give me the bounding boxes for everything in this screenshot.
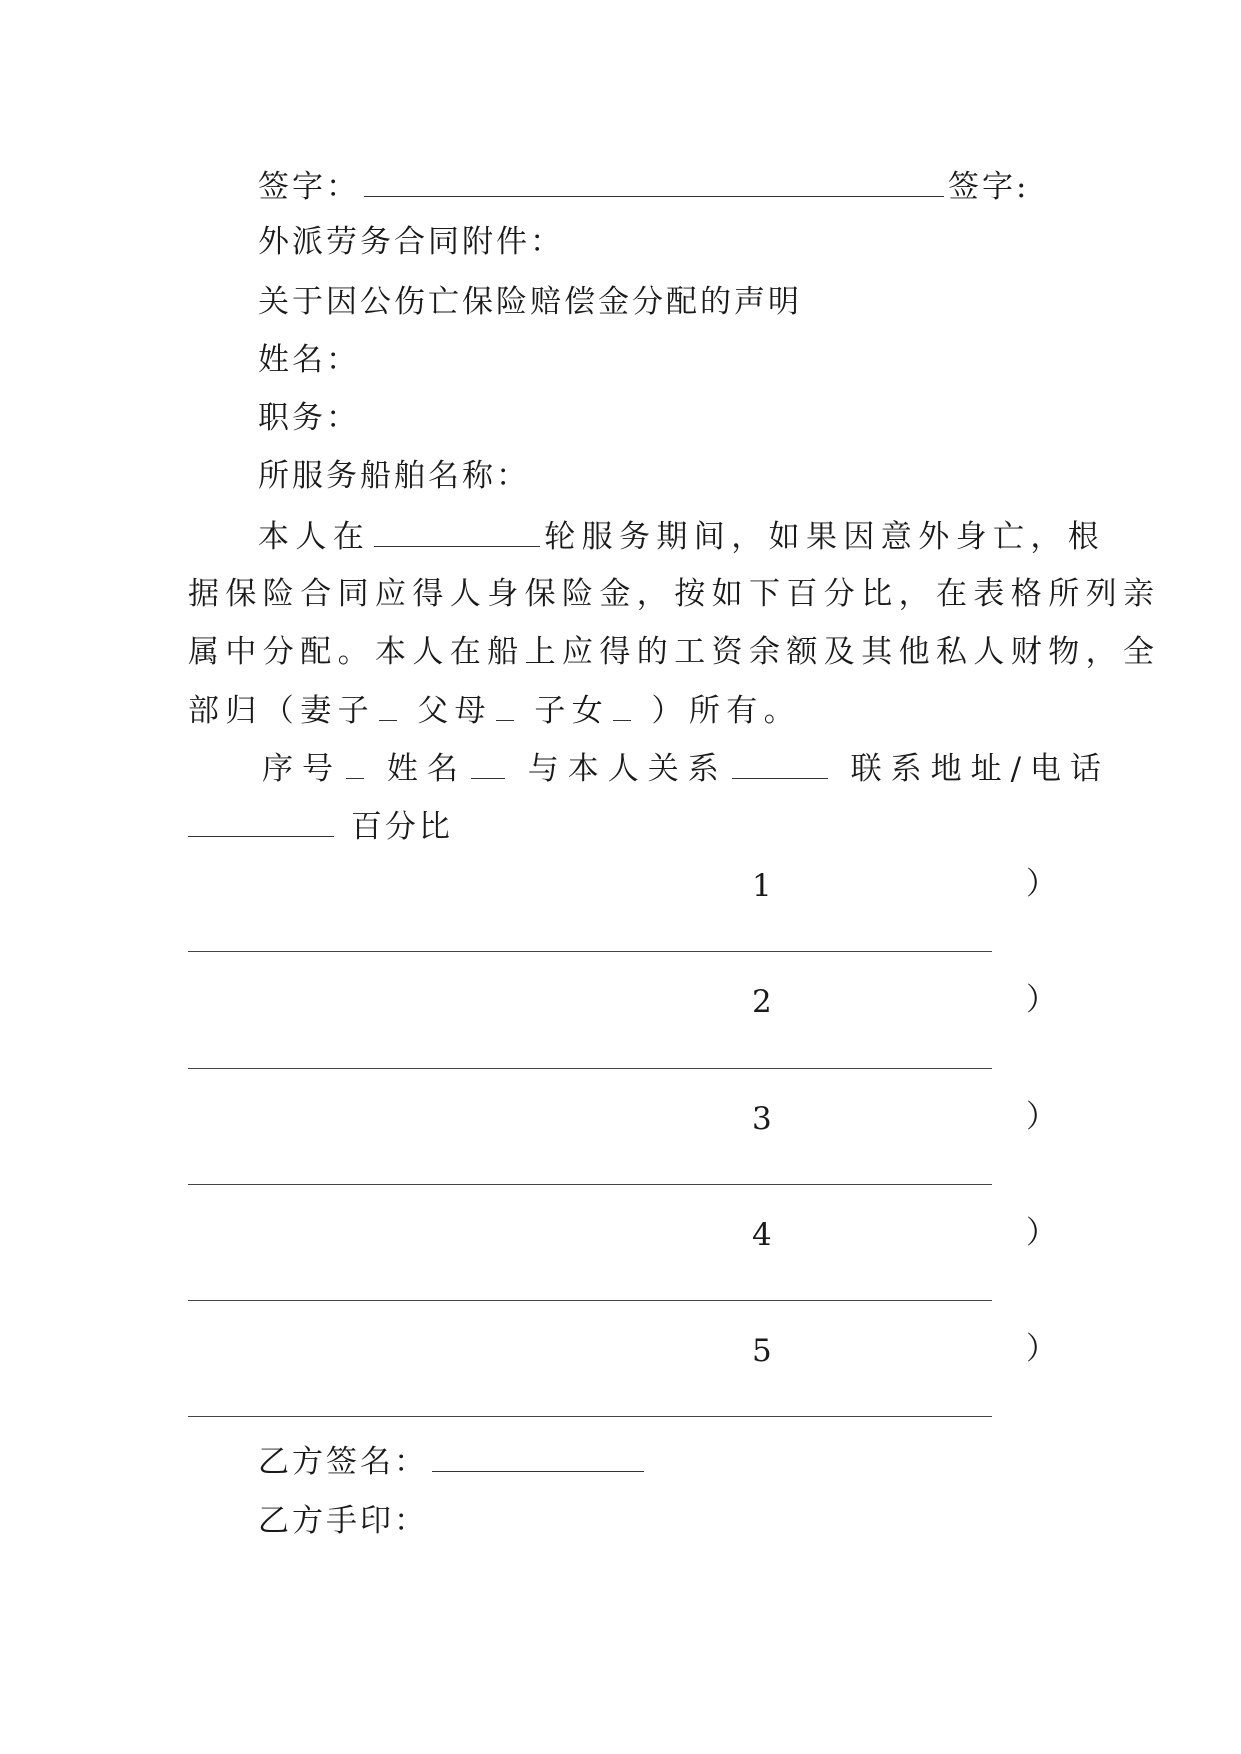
row-line[interactable] xyxy=(188,1416,992,1417)
row-close-paren: ） xyxy=(1026,1215,1057,1251)
row-close-paren: ） xyxy=(1026,982,1057,1018)
table-header-line-1 xyxy=(262,748,1110,789)
row-line[interactable] xyxy=(188,1184,992,1185)
paragraph-line-1 xyxy=(258,516,1105,557)
signature-row xyxy=(258,166,1029,207)
header-contact: 联系地址/电话 xyxy=(850,751,1111,787)
ship-blank[interactable] xyxy=(374,516,540,547)
header-name: 姓名 xyxy=(386,751,467,787)
paragraph-line-3: 属中分配。本人在船上应得的工资余额及其他私人财物，全 xyxy=(188,634,1161,670)
header-name-blank xyxy=(471,748,505,779)
declaration-title: 关于因公伤亡保险赔偿金分配的声明 xyxy=(258,284,802,320)
spouse-blank[interactable] xyxy=(379,690,397,721)
paragraph-text: 本人在 xyxy=(258,519,371,555)
header-relation: 与本人关系 xyxy=(527,751,728,787)
ship-name-field-label: 所服务船舶名称： xyxy=(258,458,530,494)
children-blank[interactable] xyxy=(613,690,631,721)
row-number: 3 xyxy=(752,1101,772,1137)
table-header-line-2 xyxy=(188,806,453,847)
signature-blank[interactable] xyxy=(364,166,944,197)
row-close-paren: ） xyxy=(1026,866,1057,902)
signature-left-label: 签字： xyxy=(258,169,360,205)
header-relation-blank xyxy=(732,748,828,779)
header-seq: 序号 xyxy=(262,751,342,787)
row-close-paren: ） xyxy=(1026,1331,1057,1367)
party-b-signature-blank[interactable] xyxy=(432,1441,644,1472)
position-field-label: 职务： xyxy=(258,400,360,436)
signature-right-label: 签字: xyxy=(948,169,1030,205)
row-number: 1 xyxy=(752,868,772,904)
header-seq-blank xyxy=(346,748,364,779)
paragraph-line-2: 据保险合同应得人身保险金，按如下百分比，在表格所列亲 xyxy=(188,576,1161,612)
party-b-fingerprint-label: 乙方手印： xyxy=(258,1503,428,1539)
paragraph-text: 子女 xyxy=(534,693,610,729)
paragraph-text: 父母 xyxy=(417,693,493,729)
paragraph-line-4 xyxy=(188,690,801,731)
paragraph-text: 部归（妻子 xyxy=(188,693,375,729)
row-line[interactable] xyxy=(188,951,992,952)
name-field-label: 姓名： xyxy=(258,342,360,378)
annex-title: 外派劳务合同附件： xyxy=(258,224,564,260)
paragraph-text: 轮服务期间，如果因意外身亡，根 xyxy=(544,519,1106,555)
header-percent: 百分比 xyxy=(350,809,453,845)
header-contact-blank xyxy=(188,806,334,837)
row-line[interactable] xyxy=(188,1300,992,1301)
row-close-paren: ） xyxy=(1026,1099,1057,1135)
party-b-signature-row xyxy=(258,1441,648,1482)
party-b-signature-label: 乙方签名： xyxy=(258,1444,428,1480)
row-number: 5 xyxy=(752,1333,772,1369)
row-line[interactable] xyxy=(188,1068,992,1069)
parents-blank[interactable] xyxy=(496,690,514,721)
paragraph-text: ）所有。 xyxy=(651,693,802,729)
row-number: 2 xyxy=(752,984,772,1020)
row-number: 4 xyxy=(752,1217,772,1253)
